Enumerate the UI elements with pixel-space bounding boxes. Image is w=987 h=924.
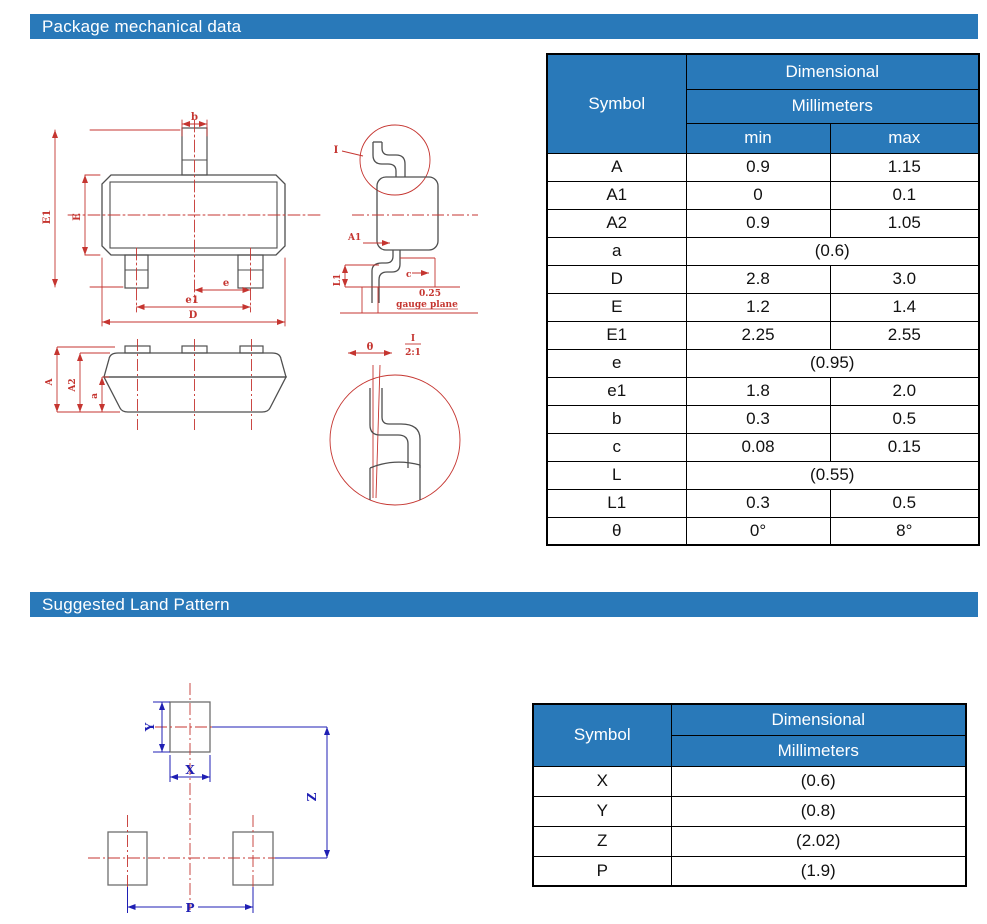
table-row: Z (2.02) (533, 826, 966, 856)
dim-label-theta: θ (366, 342, 374, 353)
table-row: D 2.8 3.0 (547, 265, 979, 293)
dim-label-e: e (222, 278, 230, 289)
dim-label-P: P (185, 901, 195, 915)
package-front-view (45, 339, 286, 430)
section-title: Suggested Land Pattern (42, 595, 230, 614)
table-row: θ 0° 8° (547, 517, 979, 545)
table-row: c 0.08 0.15 (547, 433, 979, 461)
package-top-view (42, 112, 322, 326)
header-min: min (686, 123, 830, 153)
package-lead-detail-view (330, 334, 460, 505)
table-row: a (0.6) (547, 237, 979, 265)
table-header-row (547, 54, 979, 89)
header-max: max (830, 123, 979, 153)
dim-label-c: c (406, 270, 412, 280)
table-row: A1 0 0.1 (547, 181, 979, 209)
land-pattern-pads (108, 702, 273, 885)
header-dimensional: Dimensional (686, 54, 979, 89)
detail-callout-I: I (333, 145, 339, 156)
table-row: e1 1.8 2.0 (547, 377, 979, 405)
header-symbol: Symbol (547, 54, 686, 153)
table-row: E 1.2 1.4 (547, 293, 979, 321)
dim-label-A1: A1 (348, 233, 362, 243)
table-row: A 0.9 1.15 (547, 153, 979, 181)
package-side-view (333, 125, 478, 313)
package-dimensions-table (546, 53, 980, 546)
dim-label-e1: e1 (185, 295, 199, 306)
dim-label-L1: L1 (333, 273, 343, 287)
dim-label-A2: A2 (68, 378, 78, 392)
table-row: P (1.9) (533, 856, 966, 886)
table-row: L (0.55) (547, 461, 979, 489)
dim-label-a: a (90, 393, 100, 399)
dim-label-Y: Y (143, 722, 157, 732)
gauge-plane-label: gauge plane (396, 300, 458, 310)
detail-scale: 2:1 (405, 348, 421, 358)
gauge-value: 0.25 (419, 289, 441, 299)
table-row: Y (0.8) (533, 796, 966, 826)
header-millimeters: Millimeters (671, 735, 966, 766)
header-millimeters: Millimeters (686, 89, 979, 123)
header-dimensional: Dimensional (671, 704, 966, 735)
section-header-suggested-land-pattern (30, 592, 978, 617)
dim-label-b: b (191, 112, 198, 123)
dim-label-D: D (188, 310, 198, 321)
table-row: E1 2.25 2.55 (547, 321, 979, 349)
table-row: L1 0.3 0.5 (547, 489, 979, 517)
package-mechanical-drawing (30, 40, 530, 580)
dim-label-A: A (45, 378, 55, 386)
table-row: X (0.6) (533, 766, 966, 796)
land-pattern-dimensions-table (532, 703, 967, 887)
table-header-row (533, 704, 966, 735)
dim-label-E1: E1 (42, 209, 53, 225)
table-row: b 0.3 0.5 (547, 405, 979, 433)
detail-callout-I-2: I (410, 334, 416, 344)
dim-label-E: E (72, 213, 83, 221)
table-row: e (0.95) (547, 349, 979, 377)
table-row: A2 0.9 1.05 (547, 209, 979, 237)
section-header-package-mechanical-data (30, 14, 978, 39)
header-symbol: Symbol (533, 704, 671, 766)
dim-label-X: X (185, 763, 195, 777)
section-title: Package mechanical data (42, 17, 242, 36)
dim-label-Z: Z (305, 792, 319, 802)
land-pattern-drawing (60, 655, 400, 924)
